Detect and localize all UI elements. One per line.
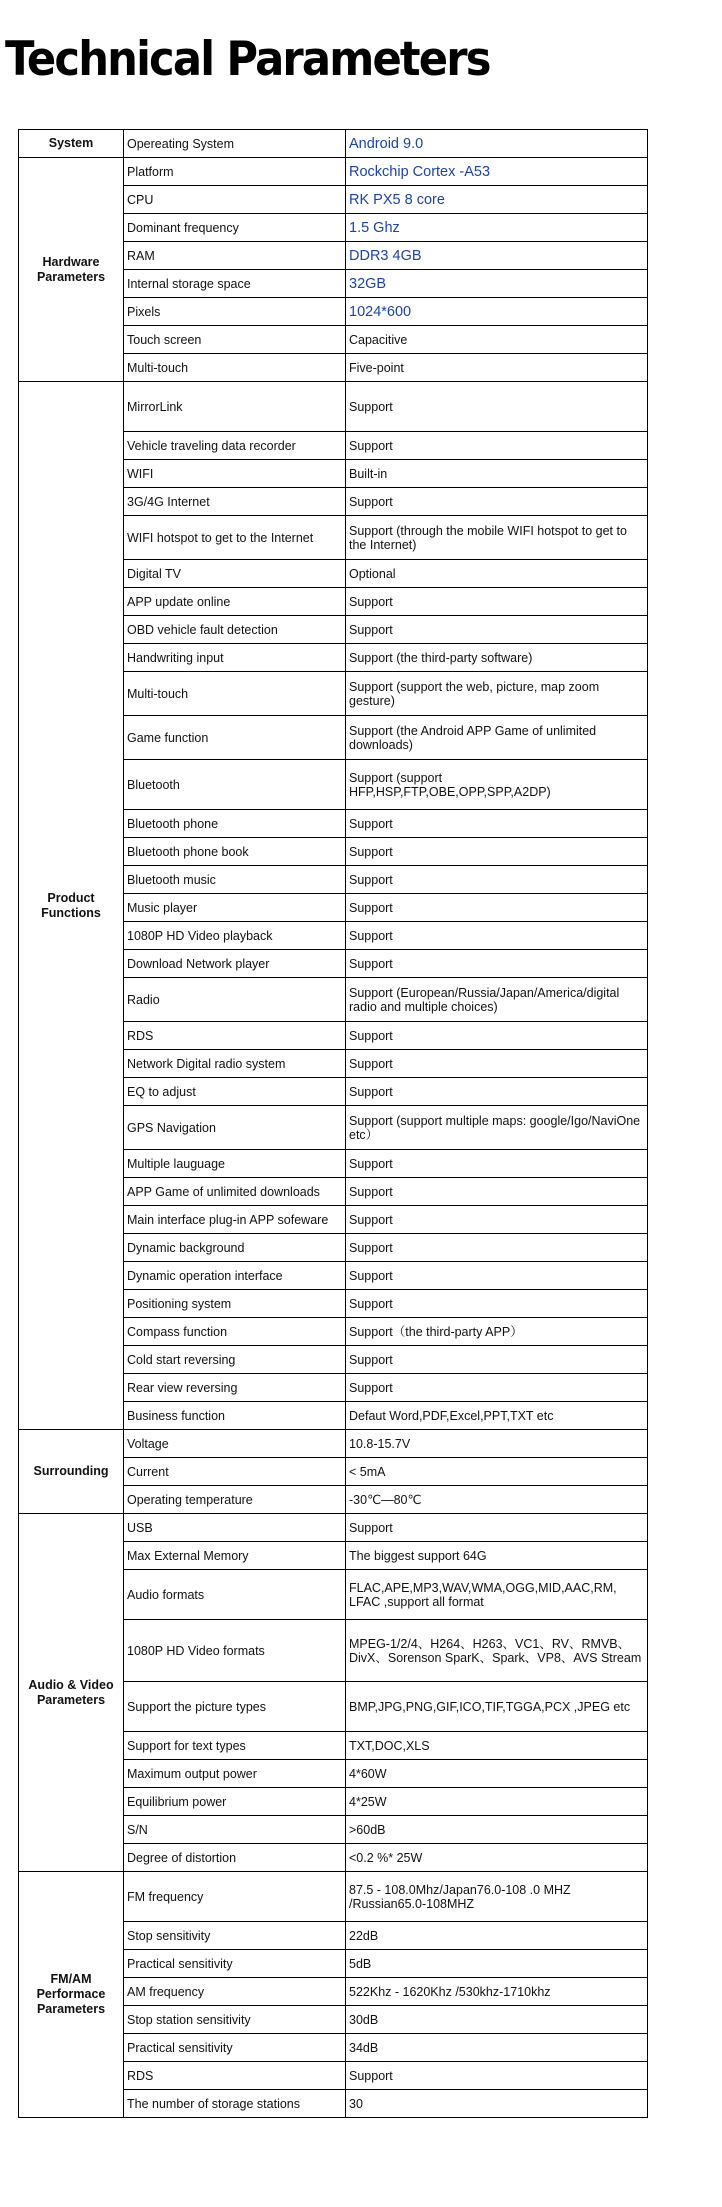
parameter-name: Support the picture types bbox=[124, 1682, 346, 1732]
parameter-name: Stop sensitivity bbox=[124, 1922, 346, 1950]
parameter-name: AM frequency bbox=[124, 1978, 346, 2006]
parameter-name: OBD vehicle fault detection bbox=[124, 616, 346, 644]
parameter-value: Support bbox=[346, 1150, 648, 1178]
parameter-value: >60dB bbox=[346, 1816, 648, 1844]
parameter-name: APP Game of unlimited downloads bbox=[124, 1178, 346, 1206]
parameter-name: Digital TV bbox=[124, 560, 346, 588]
parameter-value: Support bbox=[346, 866, 648, 894]
parameter-value: Android 9.0 bbox=[346, 130, 648, 158]
group-label: System bbox=[19, 130, 124, 158]
parameter-value: 30dB bbox=[346, 2006, 648, 2034]
parameter-name: Multi-touch bbox=[124, 672, 346, 716]
parameter-name: Rear view reversing bbox=[124, 1374, 346, 1402]
parameter-value: Support (through the mobile WIFI hotspot to get to the Internet) bbox=[346, 516, 648, 560]
parameter-name: Dominant frequency bbox=[124, 214, 346, 242]
parameter-name: Maximum output power bbox=[124, 1760, 346, 1788]
parameter-name: APP update online bbox=[124, 588, 346, 616]
parameter-name: Max External Memory bbox=[124, 1542, 346, 1570]
parameter-value: Support (support the web, picture, map zoom gesture) bbox=[346, 672, 648, 716]
table-row bbox=[19, 158, 648, 186]
parameter-name: 1080P HD Video playback bbox=[124, 922, 346, 950]
table-row bbox=[19, 1872, 648, 1922]
parameter-name: RAM bbox=[124, 242, 346, 270]
parameter-value: 5dB bbox=[346, 1950, 648, 1978]
parameter-value: Support bbox=[346, 950, 648, 978]
parameter-name: Equilibrium power bbox=[124, 1788, 346, 1816]
parameter-name: Vehicle traveling data recorder bbox=[124, 432, 346, 460]
parameter-value: 22dB bbox=[346, 1922, 648, 1950]
parameter-value: Support bbox=[346, 1178, 648, 1206]
parameter-name: RDS bbox=[124, 2062, 346, 2090]
parameter-value: < 5mA bbox=[346, 1458, 648, 1486]
parameter-value: Support bbox=[346, 1514, 648, 1542]
parameter-value: Support bbox=[346, 588, 648, 616]
parameter-name: Opereating System bbox=[124, 130, 346, 158]
parameter-name: Compass function bbox=[124, 1318, 346, 1346]
parameter-value: Capacitive bbox=[346, 326, 648, 354]
parameter-name: Bluetooth phone book bbox=[124, 838, 346, 866]
parameter-value: 32GB bbox=[346, 270, 648, 298]
parameter-name: WIFI bbox=[124, 460, 346, 488]
parameter-name: Current bbox=[124, 1458, 346, 1486]
parameter-value: Support（the third-party APP） bbox=[346, 1318, 648, 1346]
parameter-value: <0.2 %* 25W bbox=[346, 1844, 648, 1872]
parameter-value: Support bbox=[346, 1374, 648, 1402]
parameter-value: Support bbox=[346, 1290, 648, 1318]
parameter-value: Support bbox=[346, 1262, 648, 1290]
parameter-value: Support bbox=[346, 2062, 648, 2090]
parameter-name: Practical sensitivity bbox=[124, 2034, 346, 2062]
parameter-name: Pixels bbox=[124, 298, 346, 326]
parameter-value: 522Khz - 1620Khz /530khz-1710khz bbox=[346, 1978, 648, 2006]
parameter-value: Support bbox=[346, 1050, 648, 1078]
parameter-value: Support bbox=[346, 838, 648, 866]
parameter-name: Network Digital radio system bbox=[124, 1050, 346, 1078]
parameter-name: Touch screen bbox=[124, 326, 346, 354]
group-label: Product Functions bbox=[19, 382, 124, 1430]
parameter-value: Support bbox=[346, 894, 648, 922]
parameter-value: 30 bbox=[346, 2090, 648, 2118]
parameter-name: RDS bbox=[124, 1022, 346, 1050]
parameter-name: Dynamic operation interface bbox=[124, 1262, 346, 1290]
parameter-value: 1.5 Ghz bbox=[346, 214, 648, 242]
parameter-value: Support bbox=[346, 488, 648, 516]
parameter-name: Music player bbox=[124, 894, 346, 922]
parameter-name: Multiple lauguage bbox=[124, 1150, 346, 1178]
parameter-value: The biggest support 64G bbox=[346, 1542, 648, 1570]
parameter-value: Optional bbox=[346, 560, 648, 588]
parameter-name: Download Network player bbox=[124, 950, 346, 978]
parameter-name: MirrorLink bbox=[124, 382, 346, 432]
parameter-name: GPS Navigation bbox=[124, 1106, 346, 1150]
parameter-value: Five-point bbox=[346, 354, 648, 382]
parameter-name: Game function bbox=[124, 716, 346, 760]
parameter-name: S/N bbox=[124, 1816, 346, 1844]
parameter-name: FM frequency bbox=[124, 1872, 346, 1922]
parameter-name: Bluetooth music bbox=[124, 866, 346, 894]
parameter-value: 34dB bbox=[346, 2034, 648, 2062]
parameter-name: Audio formats bbox=[124, 1570, 346, 1620]
parameter-name: Radio bbox=[124, 978, 346, 1022]
parameter-name: The number of storage stations bbox=[124, 2090, 346, 2118]
parameter-value: Support (the third-party software) bbox=[346, 644, 648, 672]
parameter-value: Support bbox=[346, 1346, 648, 1374]
parameter-name: WIFI hotspot to get to the Internet bbox=[124, 516, 346, 560]
parameter-name: Stop station sensitivity bbox=[124, 2006, 346, 2034]
parameter-name: Voltage bbox=[124, 1430, 346, 1458]
parameter-name: Internal storage space bbox=[124, 270, 346, 298]
parameter-value: Support bbox=[346, 922, 648, 950]
parameter-name: Multi-touch bbox=[124, 354, 346, 382]
parameter-name: Handwriting input bbox=[124, 644, 346, 672]
parameter-name: EQ to adjust bbox=[124, 1078, 346, 1106]
parameter-value: Support bbox=[346, 432, 648, 460]
table-row bbox=[19, 382, 648, 432]
spec-table-body bbox=[19, 130, 648, 2118]
parameter-name: Practical sensitivity bbox=[124, 1950, 346, 1978]
parameter-name: Cold start reversing bbox=[124, 1346, 346, 1374]
parameter-value: 1024*600 bbox=[346, 298, 648, 326]
parameter-value: Defaut Word,PDF,Excel,PPT,TXT etc bbox=[346, 1402, 648, 1430]
parameter-value: 4*60W bbox=[346, 1760, 648, 1788]
parameter-value: Support bbox=[346, 1022, 648, 1050]
parameter-value: DDR3 4GB bbox=[346, 242, 648, 270]
table-row bbox=[19, 1514, 648, 1542]
parameter-name: Bluetooth bbox=[124, 760, 346, 810]
page-title: Technical Parameters bbox=[5, 32, 490, 87]
group-label: Hardware Parameters bbox=[19, 158, 124, 382]
parameter-name: Platform bbox=[124, 158, 346, 186]
parameter-value: 4*25W bbox=[346, 1788, 648, 1816]
parameter-name: 1080P HD Video formats bbox=[124, 1620, 346, 1682]
parameter-name: Main interface plug-in APP sofeware bbox=[124, 1206, 346, 1234]
parameter-value: Built-in bbox=[346, 460, 648, 488]
parameter-name: Degree of distortion bbox=[124, 1844, 346, 1872]
parameter-value: Support (European/Russia/Japan/America/digital radio and multiple choices) bbox=[346, 978, 648, 1022]
parameter-value: Support bbox=[346, 1078, 648, 1106]
parameter-name: Dynamic background bbox=[124, 1234, 346, 1262]
parameter-value: Support bbox=[346, 616, 648, 644]
table-row bbox=[19, 130, 648, 158]
parameter-name: 3G/4G Internet bbox=[124, 488, 346, 516]
parameter-name: Business function bbox=[124, 1402, 346, 1430]
parameter-value: TXT,DOC,XLS bbox=[346, 1732, 648, 1760]
parameter-name: CPU bbox=[124, 186, 346, 214]
parameter-value: FLAC,APE,MP3,WAV,WMA,OGG,MID,AAC,RM, LFAC ,support all format bbox=[346, 1570, 648, 1620]
parameter-value: Support bbox=[346, 1234, 648, 1262]
parameter-value: 10.8-15.7V bbox=[346, 1430, 648, 1458]
parameter-value: Support bbox=[346, 1206, 648, 1234]
parameter-value: -30℃—80℃ bbox=[346, 1486, 648, 1514]
parameter-value: RK PX5 8 core bbox=[346, 186, 648, 214]
group-label: Audio & Video Parameters bbox=[19, 1514, 124, 1872]
parameter-value: Support bbox=[346, 810, 648, 838]
parameter-value: Support (the Android APP Game of unlimited downloads) bbox=[346, 716, 648, 760]
group-label: FM/AM Performace Parameters bbox=[19, 1872, 124, 2118]
parameter-value: MPEG-1/2/4、H264、H263、VC1、RV、RMVB、DivX、Sorenson SparK、Spark、VP8、AVS Stream bbox=[346, 1620, 648, 1682]
group-label: Surrounding bbox=[19, 1430, 124, 1514]
parameter-value: Support (support multiple maps: google/Igo/NaviOne etc） bbox=[346, 1106, 648, 1150]
parameter-name: Bluetooth phone bbox=[124, 810, 346, 838]
spec-table bbox=[18, 129, 648, 2118]
parameter-name: USB bbox=[124, 1514, 346, 1542]
parameter-name: Operating temperature bbox=[124, 1486, 346, 1514]
parameter-name: Support for text types bbox=[124, 1732, 346, 1760]
table-row bbox=[19, 1430, 648, 1458]
parameter-value: 87.5 - 108.0Mhz/Japan76.0-108 .0 MHZ /Russian65.0-108MHZ bbox=[346, 1872, 648, 1922]
parameter-name: Positioning system bbox=[124, 1290, 346, 1318]
parameter-value: Support bbox=[346, 382, 648, 432]
parameter-value: Rockchip Cortex -A53 bbox=[346, 158, 648, 186]
parameter-value: Support (support HFP,HSP,FTP,OBE,OPP,SPP,A2DP) bbox=[346, 760, 648, 810]
parameter-value: BMP,JPG,PNG,GIF,ICO,TIF,TGGA,PCX ,JPEG etc bbox=[346, 1682, 648, 1732]
